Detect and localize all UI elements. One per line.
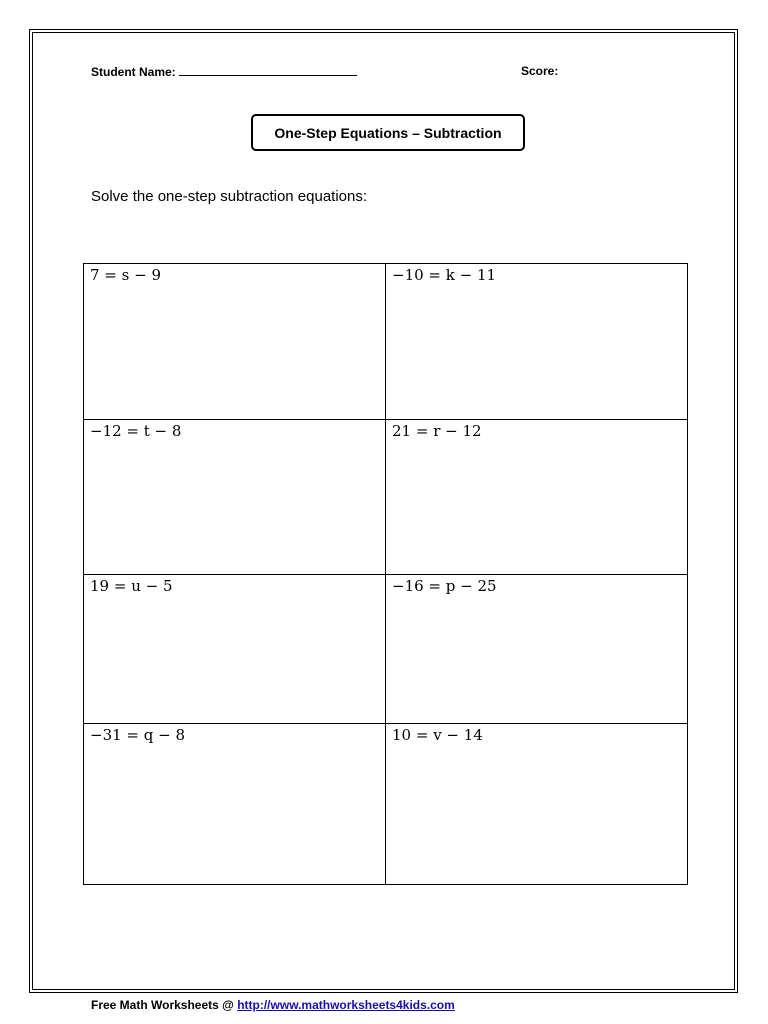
equation: 19 = u − 5 [90, 577, 173, 595]
problem-cell [386, 420, 687, 575]
score-label: Score: [521, 64, 559, 78]
student-name-label: Student Name: [91, 65, 176, 79]
equation: −10 = k − 11 [392, 266, 497, 284]
equation: −31 = q − 8 [90, 726, 186, 744]
problem-cell [84, 575, 386, 724]
problem-cell [386, 264, 687, 420]
instructions: Solve the one-step subtraction equations: [91, 188, 368, 205]
equation: −12 = t − 8 [90, 422, 182, 440]
equation: 7 = s − 9 [90, 266, 161, 284]
student-name-line[interactable] [179, 64, 357, 76]
equation: −16 = p − 25 [392, 577, 497, 595]
equation: 10 = v − 14 [392, 726, 483, 744]
problem-cell [386, 575, 687, 724]
equation: 21 = r − 12 [392, 422, 482, 440]
problem-grid [83, 263, 688, 885]
footer-link[interactable]: http://www.mathworksheets4kids.com [237, 998, 455, 1012]
problem-cell [84, 724, 386, 884]
problem-cell [84, 420, 386, 575]
problem-cell [386, 724, 687, 884]
worksheet-title: One-Step Equations – Subtraction [251, 114, 525, 151]
problem-cell [84, 264, 386, 420]
student-name-field [91, 64, 357, 79]
footer [91, 998, 455, 1012]
footer-label: Free Math Worksheets @ [91, 998, 234, 1012]
